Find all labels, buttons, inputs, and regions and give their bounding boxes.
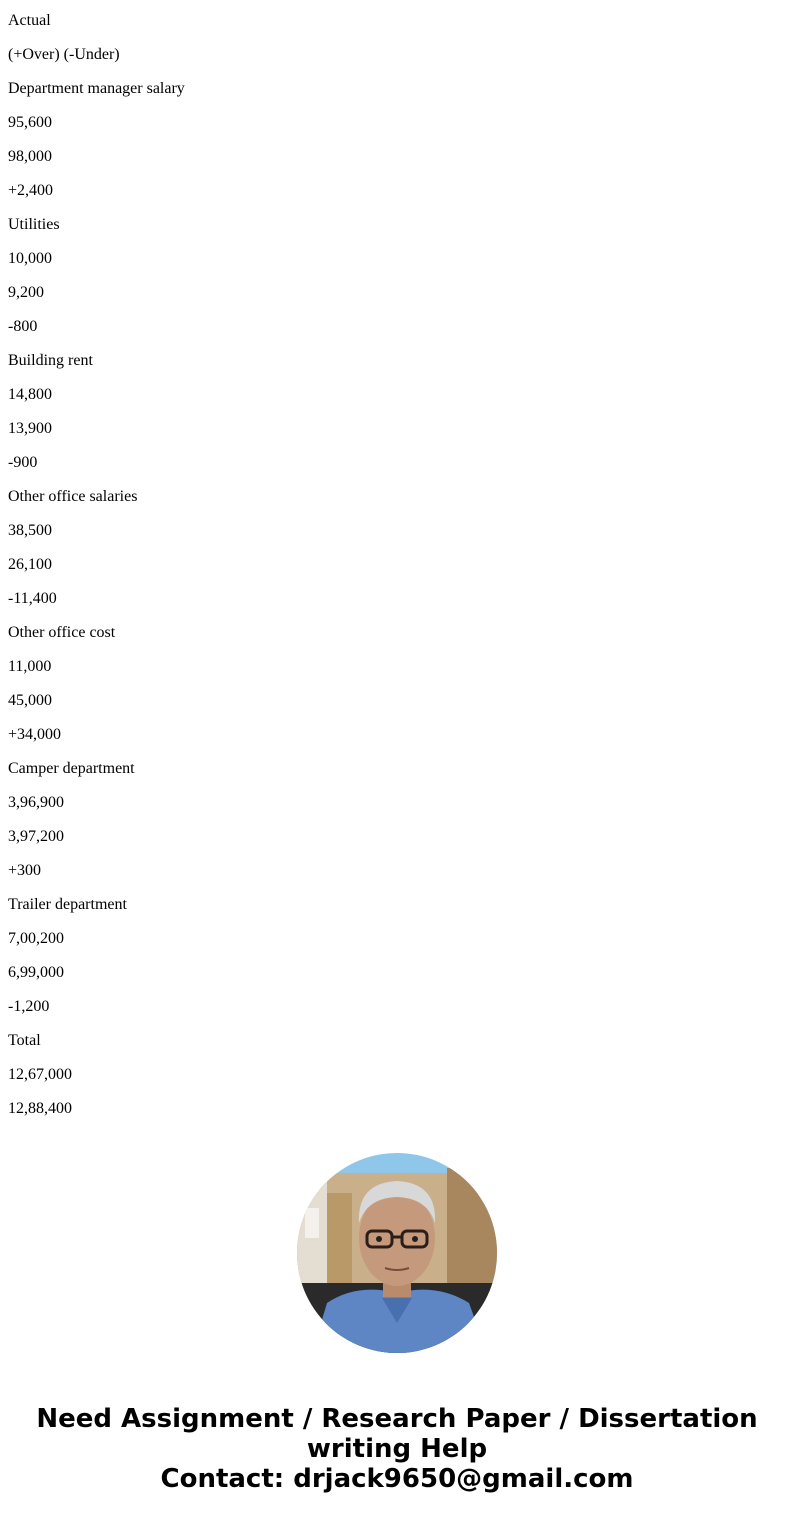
- text-line: 98,000: [8, 148, 52, 165]
- text-line: 95,600: [8, 114, 52, 131]
- text-line: Utilities: [8, 216, 60, 233]
- promo-contact-line: Contact: drjack9650@gmail.com: [160, 1464, 634, 1494]
- text-line: 45,000: [8, 692, 52, 709]
- text-line: 26,100: [8, 556, 52, 573]
- text-line: Trailer department: [8, 896, 127, 913]
- text-line: Actual: [8, 12, 51, 29]
- text-line: -900: [8, 454, 38, 471]
- text-line: 3,96,900: [8, 794, 64, 811]
- text-line: Other office salaries: [8, 488, 138, 505]
- text-line: Camper department: [8, 760, 135, 777]
- text-line: +2,400: [8, 182, 54, 199]
- text-line: 12,67,000: [8, 1066, 72, 1083]
- text-line: 13,900: [8, 420, 52, 437]
- person-photo-icon: [297, 1153, 497, 1353]
- text-line: Other office cost: [8, 624, 116, 641]
- text-line: 9,200: [8, 284, 44, 301]
- text-line: +300: [8, 862, 42, 879]
- text-line: Total: [8, 1032, 41, 1049]
- text-line: 38,500: [8, 522, 52, 539]
- text-line: +34,000: [8, 726, 62, 743]
- text-line: -1,200: [8, 998, 50, 1015]
- text-line: 12,88,400: [8, 1100, 72, 1117]
- author-avatar: [297, 1153, 497, 1353]
- promo-line-1: Need Assignment / Research Paper / Dissertation: [36, 1404, 758, 1434]
- promo-contact-text: [0, 1404, 794, 1494]
- text-line: -800: [8, 318, 38, 335]
- promo-line-2: writing Help: [306, 1434, 488, 1464]
- text-line: 11,000: [8, 658, 52, 675]
- text-line: Building rent: [8, 352, 93, 369]
- text-line: Department manager salary: [8, 80, 185, 97]
- budget-text-lines: [8, 12, 788, 1134]
- text-line: 3,97,200: [8, 828, 64, 845]
- text-line: 7,00,200: [8, 930, 64, 947]
- text-line: -11,400: [8, 590, 57, 607]
- text-line: 6,99,000: [8, 964, 64, 981]
- text-line: 10,000: [8, 250, 52, 267]
- text-line: 14,800: [8, 386, 52, 403]
- text-line: (+Over) (-Under): [8, 46, 120, 63]
